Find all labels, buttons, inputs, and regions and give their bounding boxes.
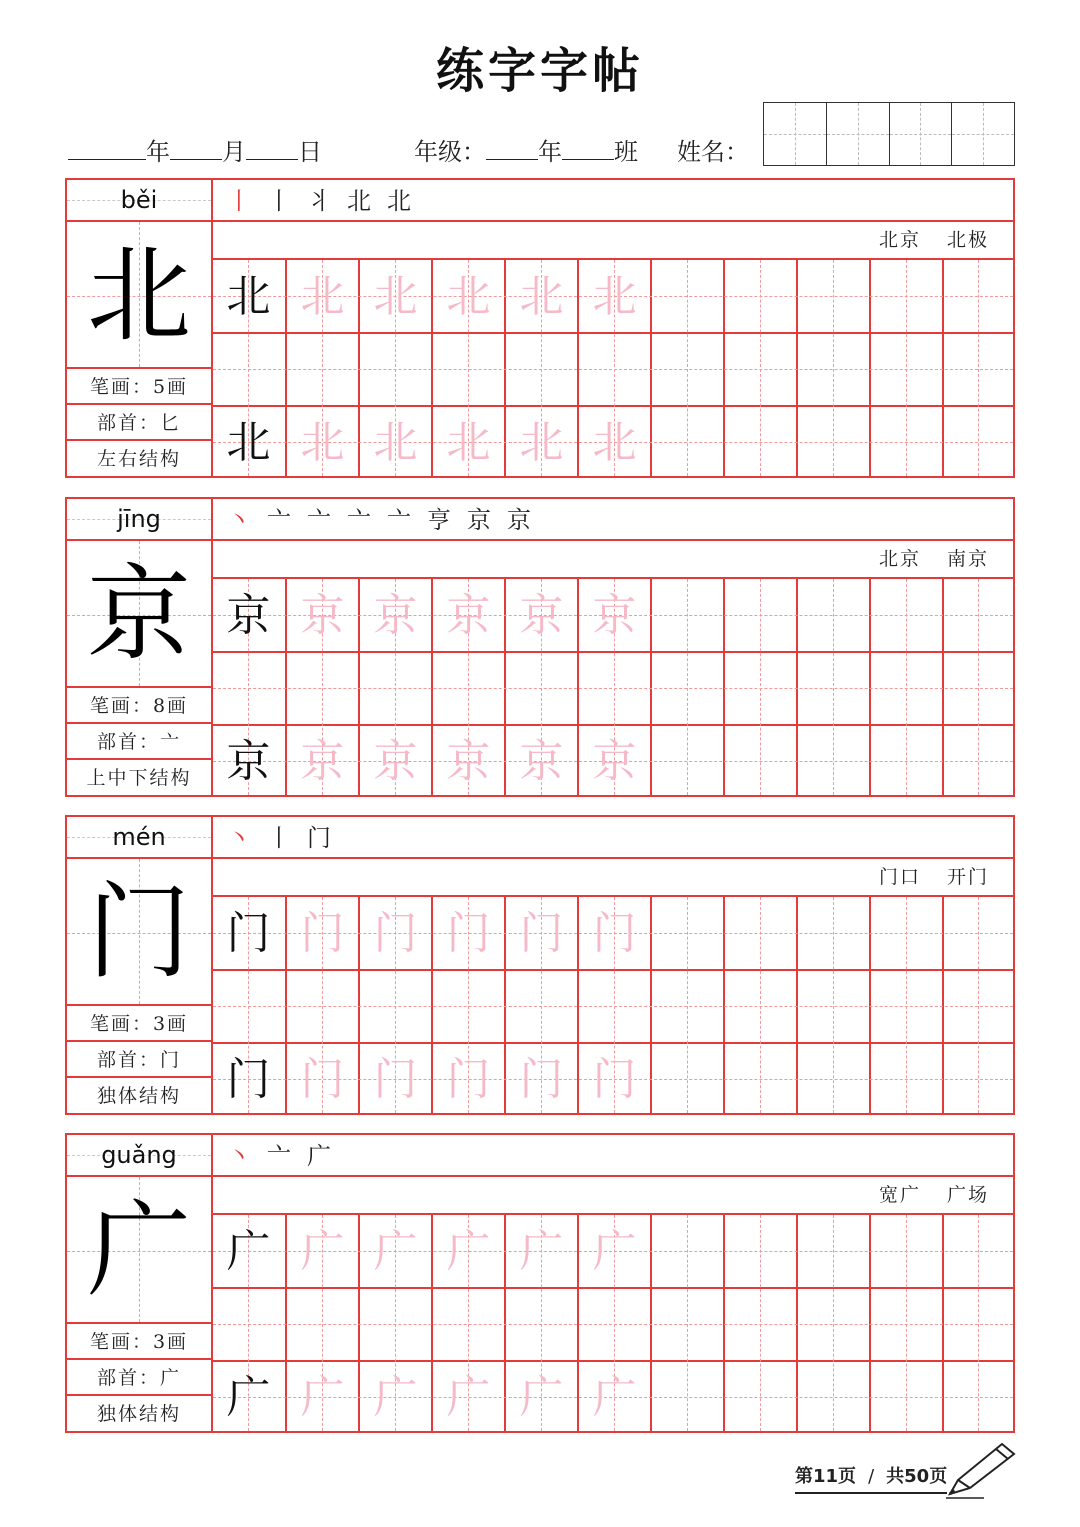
structure-label: 上中下结构 <box>86 767 192 789</box>
stroke-step: 广 <box>307 1142 331 1170</box>
grid-col-line <box>796 260 798 476</box>
date-field <box>68 132 322 167</box>
stroke-step: 京 <box>507 506 531 534</box>
cell-guide-v <box>687 897 688 1113</box>
pinyin-label: guǎng <box>101 1141 177 1169</box>
grid-col-line <box>723 579 725 795</box>
cell-guide-v <box>978 579 979 795</box>
day-blank[interactable] <box>246 133 298 160</box>
trace-char: 门 <box>592 1054 637 1105</box>
cell-guide-v <box>906 579 907 795</box>
trace-char: 门 <box>300 908 345 959</box>
cell-guide-v <box>760 897 761 1113</box>
stroke-step: 丨 <box>227 187 251 215</box>
name-box-cell[interactable] <box>890 103 953 165</box>
trace-char: 京 <box>373 736 418 787</box>
cell-guide-v <box>687 1215 688 1431</box>
trace-char: 门 <box>373 908 418 959</box>
stroke-order <box>227 819 347 857</box>
trace-char: 广 <box>519 1226 564 1277</box>
name-box-cell[interactable] <box>764 103 827 165</box>
grid-col-line <box>796 579 798 795</box>
stroke-step: 亠 <box>267 1142 291 1170</box>
trace-char: 京 <box>300 736 345 787</box>
month-blank[interactable] <box>170 133 222 160</box>
structure-label: 独体结构 <box>96 1403 181 1425</box>
cell-guide-v <box>760 260 761 476</box>
cell-guide-v <box>906 897 907 1113</box>
trace-char: 门 <box>446 908 491 959</box>
practice-model-char: 门 <box>226 1054 271 1105</box>
example-word: 北极 <box>946 229 989 251</box>
structure-label: 左右结构 <box>96 448 181 470</box>
trace-char: 北 <box>373 417 418 468</box>
example-word: 开门 <box>946 866 989 888</box>
grade-label: 年级： <box>414 138 486 166</box>
year-label: 年 <box>146 138 170 166</box>
practice-model-char: 京 <box>226 736 271 787</box>
practice-model-char: 门 <box>226 908 271 959</box>
grade-year-label: 年 <box>538 138 562 166</box>
page-number: 第11页 <box>795 1466 857 1487</box>
trace-char: 广 <box>592 1372 637 1423</box>
example-words <box>853 222 989 258</box>
trace-char: 京 <box>446 590 491 641</box>
name-label: 姓名： <box>677 138 749 166</box>
character-block <box>65 178 1015 478</box>
stroke-step: 京 <box>467 506 491 534</box>
trace-char: 北 <box>519 417 564 468</box>
radical-label: 部首：门 <box>96 1049 181 1071</box>
stroke-count: 笔画：3画 <box>89 1331 189 1353</box>
cell-guide-v <box>833 260 834 476</box>
grid-col-line <box>942 579 944 795</box>
cell-guide-v <box>906 1215 907 1431</box>
grid-col-line <box>869 1215 871 1431</box>
cell-guide-v <box>687 579 688 795</box>
grid-col-line <box>942 897 944 1113</box>
cell-guide-v <box>978 1215 979 1431</box>
cell-guide-v <box>760 1215 761 1431</box>
trace-char: 北 <box>300 417 345 468</box>
grid-col-line <box>942 1215 944 1431</box>
name-box-cell[interactable] <box>952 103 1014 165</box>
stroke-step: 丶 <box>227 824 251 852</box>
character-block <box>65 497 1015 797</box>
pinyin-label: mén <box>112 823 166 851</box>
trace-char: 京 <box>300 590 345 641</box>
cell-guide-h <box>213 688 1013 689</box>
trace-char: 北 <box>519 271 564 322</box>
stroke-step: 亠 <box>347 506 371 534</box>
cell-guide-v <box>760 579 761 795</box>
trace-char: 京 <box>446 736 491 787</box>
pen-icon <box>944 1440 1020 1500</box>
stroke-step: 丨 <box>267 187 291 215</box>
model-character: 京 <box>86 553 191 675</box>
stroke-count: 笔画：3画 <box>89 1013 189 1035</box>
trace-char: 京 <box>592 736 637 787</box>
page-separator: / <box>868 1466 875 1487</box>
page-total: 共50页 <box>886 1466 948 1487</box>
grid-col-line <box>723 897 725 1113</box>
trace-char: 门 <box>592 908 637 959</box>
stroke-step: 亠 <box>307 506 331 534</box>
grid-col-line <box>723 1215 725 1431</box>
cell-guide-h <box>213 369 1013 370</box>
grid-col-line <box>723 260 725 476</box>
stroke-step: 丶 <box>227 1142 251 1170</box>
stroke-count: 笔画：8画 <box>89 695 189 717</box>
stroke-step: 门 <box>307 824 331 852</box>
month-label: 月 <box>222 138 246 166</box>
trace-char: 广 <box>300 1372 345 1423</box>
trace-char: 京 <box>373 590 418 641</box>
stroke-step: 丬 <box>307 187 331 215</box>
trace-char: 门 <box>300 1054 345 1105</box>
stroke-step: 亠 <box>267 506 291 534</box>
trace-char: 北 <box>446 417 491 468</box>
stroke-order <box>227 182 427 220</box>
class-label: 班 <box>614 138 638 166</box>
model-character: 广 <box>86 1189 191 1311</box>
cell-guide-v <box>978 260 979 476</box>
grid-col-line <box>869 897 871 1113</box>
example-words <box>853 859 989 895</box>
character-block <box>65 1133 1015 1433</box>
example-word: 北京 <box>878 229 921 251</box>
trace-char: 北 <box>592 417 637 468</box>
practice-model-char: 北 <box>226 271 271 322</box>
practice-model-char: 广 <box>226 1226 271 1277</box>
radical-label: 部首：亠 <box>96 731 181 753</box>
grid-col-line <box>796 1215 798 1431</box>
trace-char: 广 <box>446 1226 491 1277</box>
stroke-count: 笔画：5画 <box>89 376 189 398</box>
example-words <box>853 541 989 577</box>
stroke-step: 北 <box>347 187 371 215</box>
structure-label: 独体结构 <box>96 1085 181 1107</box>
trace-char: 京 <box>592 590 637 641</box>
trace-char: 广 <box>373 1226 418 1277</box>
trace-char: 门 <box>519 1054 564 1105</box>
cell-guide-v <box>687 260 688 476</box>
stroke-order <box>227 1137 347 1175</box>
practice-model-char: 广 <box>226 1372 271 1423</box>
trace-char: 广 <box>300 1226 345 1277</box>
stroke-order <box>227 501 547 539</box>
example-word: 北京 <box>878 548 921 570</box>
example-word: 宽广 <box>878 1184 921 1206</box>
radical-label: 部首：广 <box>96 1367 181 1389</box>
trace-char: 京 <box>519 590 564 641</box>
example-word: 广场 <box>946 1184 989 1206</box>
grid-col-line <box>869 260 871 476</box>
stroke-step: 亨 <box>427 506 451 534</box>
class-blank[interactable] <box>562 133 614 160</box>
radical-label: 部首：匕 <box>96 412 181 434</box>
cell-guide-v <box>833 579 834 795</box>
grid-col-line <box>942 260 944 476</box>
trace-char: 门 <box>446 1054 491 1105</box>
trace-char: 广 <box>519 1372 564 1423</box>
grid-col-line <box>869 579 871 795</box>
example-word: 南京 <box>946 548 989 570</box>
cell-guide-v <box>833 1215 834 1431</box>
example-words <box>853 1177 989 1213</box>
trace-char: 广 <box>373 1372 418 1423</box>
trace-char: 广 <box>592 1226 637 1277</box>
trace-char: 门 <box>519 908 564 959</box>
model-character: 北 <box>86 234 191 356</box>
practice-model-char: 北 <box>226 417 271 468</box>
cell-guide-v <box>978 897 979 1113</box>
grid-col-line <box>796 897 798 1113</box>
trace-char: 北 <box>446 271 491 322</box>
trace-char: 北 <box>300 271 345 322</box>
model-character: 门 <box>86 871 191 993</box>
pinyin-label: jīng <box>117 505 161 533</box>
trace-char: 广 <box>446 1372 491 1423</box>
day-label: 日 <box>298 138 322 166</box>
cell-guide-v <box>833 897 834 1113</box>
pinyin-label: běi <box>120 186 158 214</box>
stroke-step: 北 <box>387 187 411 215</box>
name-box[interactable] <box>763 102 1015 166</box>
practice-model-char: 京 <box>226 590 271 641</box>
trace-char: 门 <box>373 1054 418 1105</box>
example-word: 门口 <box>878 866 921 888</box>
trace-char: 北 <box>373 271 418 322</box>
cell-guide-h <box>213 1324 1013 1325</box>
trace-char: 北 <box>592 271 637 322</box>
name-box-cell[interactable] <box>827 103 890 165</box>
page-indicator <box>795 1462 947 1494</box>
year-blank[interactable] <box>68 133 146 160</box>
cell-guide-h <box>213 1006 1013 1007</box>
grade-year-blank[interactable] <box>486 133 538 160</box>
trace-char: 京 <box>519 736 564 787</box>
cell-guide-v <box>906 260 907 476</box>
stroke-step: 丨 <box>267 824 291 852</box>
stroke-step: 丶 <box>227 506 251 534</box>
grade-field <box>414 132 638 167</box>
character-block <box>65 815 1015 1115</box>
stroke-step: 亠 <box>387 506 411 534</box>
page-title: 练字字帖 <box>435 43 644 99</box>
